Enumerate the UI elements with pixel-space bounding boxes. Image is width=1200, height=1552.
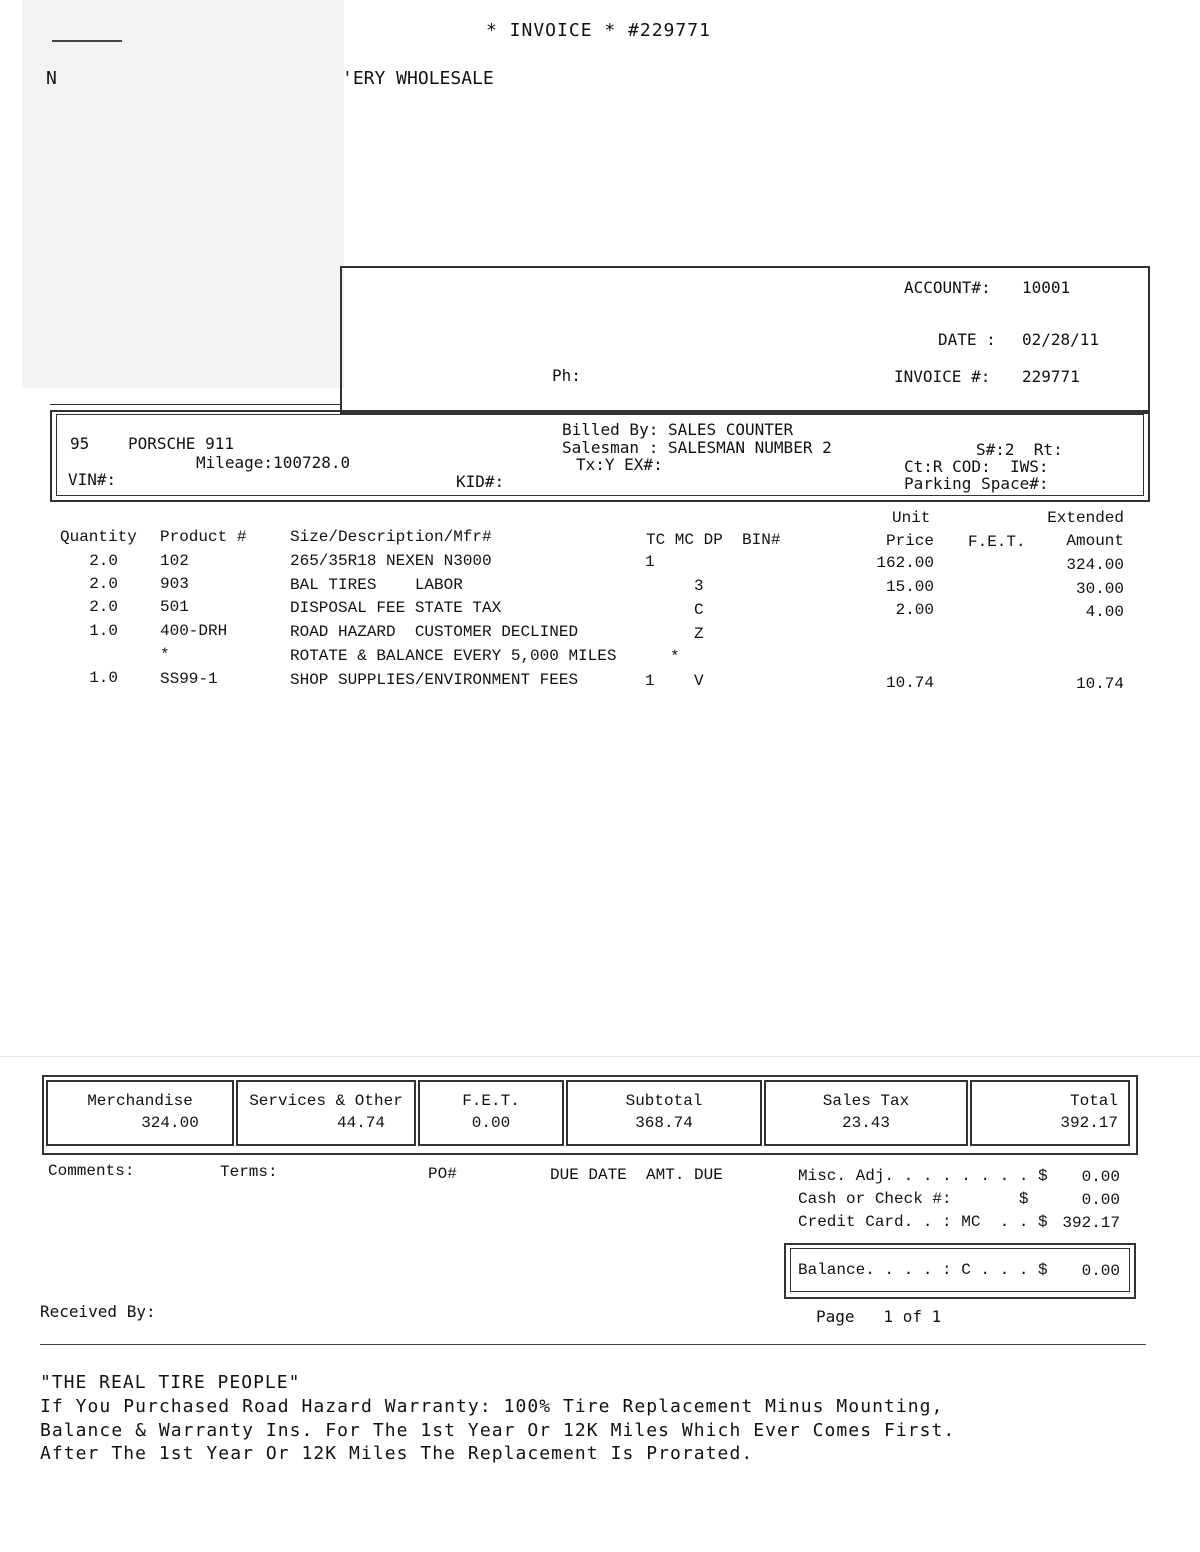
line-dp: 3	[694, 577, 704, 595]
line-product: SS99-1	[160, 670, 218, 688]
line-product: 501	[160, 598, 189, 616]
col-fet: F.E.T.	[968, 533, 1026, 551]
tax-exempt: Tx:Y EX#:	[576, 455, 663, 474]
sales-tax-cell	[764, 1080, 968, 1146]
warranty-line-3: After The 1st Year Or 12K Miles The Replacement Is Prorated.	[40, 1443, 754, 1464]
credit-card-value: 392.17	[1062, 1214, 1120, 1232]
col-unit: Unit	[892, 509, 931, 527]
line-product: *	[160, 646, 170, 664]
total-cell	[970, 1080, 1130, 1146]
misc-adj-value: 0.00	[1081, 1168, 1120, 1186]
store-route: S#:2 Rt:	[976, 440, 1063, 459]
col-extended: Extended	[1047, 509, 1124, 527]
line-description: DISPOSAL FEE STATE TAX	[290, 599, 502, 617]
tape-overlay	[22, 0, 344, 388]
subtotal-cell	[566, 1080, 762, 1146]
date-value: 02/28/11	[1022, 330, 1100, 349]
merchandise-value: 324.00	[141, 1114, 199, 1132]
line-description: ROAD HAZARD CUSTOMER DECLINED	[290, 623, 579, 641]
vehicle-mileage: Mileage:100728.0	[196, 453, 351, 472]
fet-value: 0.00	[471, 1114, 511, 1132]
invoice-number-label: INVOICE #:	[894, 367, 991, 386]
sales-tax-label: Sales Tax	[822, 1092, 910, 1110]
subtotal-label: Subtotal	[625, 1092, 703, 1110]
services-label: Services & Other	[249, 1092, 403, 1110]
sales-tax-value: 23.43	[841, 1114, 890, 1132]
paper-fold	[0, 1056, 1200, 1057]
line-price: 2.00	[895, 601, 934, 619]
vehicle-year: 95	[70, 434, 90, 453]
line-dp: V	[694, 672, 704, 690]
col-price: Price	[886, 532, 935, 550]
services-value: 44.74	[336, 1114, 385, 1132]
due-date-label: DUE DATE AMT. DUE	[550, 1166, 723, 1184]
invoice-title: * INVOICE * #229771	[486, 20, 711, 41]
total-value: 392.17	[1060, 1114, 1118, 1132]
balance-value: 0.00	[1081, 1262, 1120, 1280]
phone-label: Ph:	[552, 366, 581, 385]
vin-label: VIN#:	[68, 470, 117, 489]
line-description: ROTATE & BALANCE EVERY 5,000 MILES	[290, 647, 617, 665]
account-label: ACCOUNT#:	[904, 278, 991, 297]
line-description: BAL TIRES LABOR	[290, 576, 463, 594]
account-box-top-left	[50, 404, 342, 405]
company-name-end: 'ERY WHOLESALE	[342, 68, 494, 89]
line-product: 102	[160, 552, 189, 570]
company-name-start: N	[46, 68, 57, 89]
col-amount: Amount	[1066, 532, 1124, 550]
line-price: 162.00	[876, 554, 934, 572]
line-tc: 1	[645, 672, 655, 690]
merchandise-label: Merchandise	[87, 1092, 193, 1110]
billed-by: Billed By: SALES COUNTER	[562, 420, 794, 439]
invoice-number-value: 229771	[1022, 367, 1080, 386]
line-dp: *	[670, 648, 680, 666]
line-product: 400-DRH	[160, 622, 228, 640]
cash-check-label: Cash or Check #: $	[798, 1190, 1029, 1208]
received-by: Received By:	[40, 1302, 156, 1321]
col-quantity: Quantity	[60, 528, 137, 546]
line-qty: 1.0	[89, 669, 118, 687]
parking-space: Parking Space#:	[904, 474, 1049, 493]
comments-label: Comments:	[48, 1162, 135, 1180]
vehicle-model: PORSCHE 911	[128, 434, 234, 453]
line-qty: 2.0	[89, 552, 118, 570]
balance-label: Balance. . . . : C . . . $	[798, 1261, 1048, 1279]
date-label: DATE :	[938, 330, 996, 349]
merchandise-cell	[46, 1080, 234, 1146]
line-description: SHOP SUPPLIES/ENVIRONMENT FEES	[290, 671, 579, 689]
salesman: Salesman : SALESMAN NUMBER 2	[562, 438, 832, 457]
subtotal-value: 368.74	[635, 1114, 693, 1132]
line-amount: 4.00	[1085, 603, 1124, 621]
line-description: 265/35R18 NEXEN N3000	[290, 552, 492, 570]
line-dp: C	[694, 601, 704, 619]
warranty-line-1: If You Purchased Road Hazard Warranty: 100% Tire Replacement Minus Mounting,	[40, 1396, 944, 1417]
col-codes: TC MC DP BIN#	[646, 531, 781, 549]
fet-label: F.E.T.	[462, 1092, 520, 1110]
line-price: 10.74	[885, 674, 934, 692]
misc-adj-label: Misc. Adj. . . . . . . . $	[798, 1167, 1048, 1185]
customer-type: Ct:R COD: IWS:	[904, 457, 1049, 476]
line-dp: Z	[694, 625, 704, 643]
line-qty: 2.0	[89, 598, 118, 616]
col-product: Product #	[160, 528, 247, 546]
account-value: 10001	[1022, 278, 1071, 297]
line-qty: 2.0	[89, 575, 118, 593]
cash-check-value: 0.00	[1081, 1191, 1120, 1209]
line-product: 903	[160, 575, 189, 593]
services-cell	[236, 1080, 416, 1146]
total-label: Total	[1069, 1092, 1118, 1110]
col-description: Size/Description/Mfr#	[290, 528, 492, 546]
kid-label: KID#:	[456, 472, 505, 491]
page-number: Page 1 of 1	[816, 1307, 942, 1326]
footer-divider	[40, 1344, 1146, 1345]
line-qty: 1.0	[89, 622, 118, 640]
warranty-line-2: Balance & Warranty Ins. For The 1st Year Or 12K Miles Which Ever Comes First.	[40, 1420, 956, 1441]
line-amount: 30.00	[1075, 580, 1124, 598]
line-tc: 1	[645, 553, 655, 571]
slogan: "THE REAL TIRE PEOPLE"	[40, 1372, 301, 1393]
po-label: PO#	[428, 1165, 457, 1183]
credit-card-label: Credit Card. . : MC . . $	[798, 1213, 1048, 1231]
terms-label: Terms:	[220, 1163, 278, 1181]
corner-mark	[52, 40, 122, 42]
fet-cell	[418, 1080, 564, 1146]
line-amount: 10.74	[1075, 675, 1124, 693]
line-price: 15.00	[885, 578, 934, 596]
line-amount: 324.00	[1066, 556, 1124, 574]
